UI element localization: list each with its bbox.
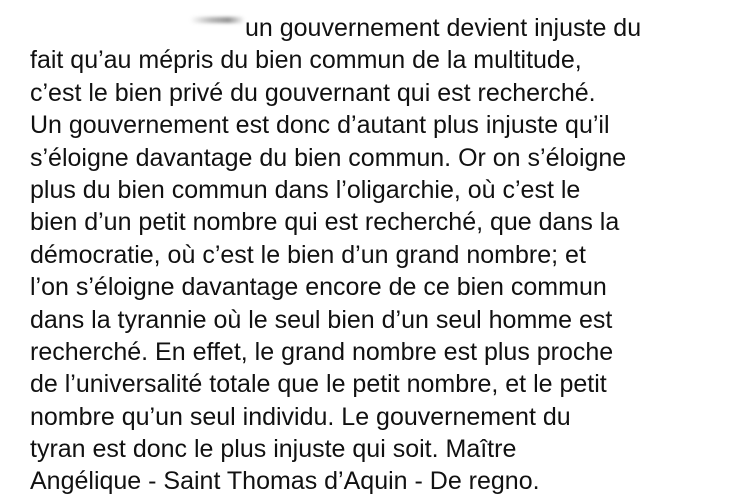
text-line-3: c’est le bien privé du gouvernant qui est recherché. (30, 78, 596, 107)
text-line-6: plus du bien commun dans l’oligarchie, où c’est le (30, 175, 581, 204)
text-line-11: recherché. En effet, le grand nombre est plus proche (30, 337, 614, 366)
text-line-7: bien d’un petit nombre qui est recherché, que dans la (30, 208, 620, 237)
text-line-12: de l’universalité totale que le petit nombre, et le petit (30, 370, 607, 399)
text-line-10: dans la tyrannie où le seul bien d’un seul homme est (30, 305, 613, 334)
text-line-9: l’on s’éloigne davantage encore de ce bien commun (30, 273, 607, 302)
text-line-4: Un gouvernement est donc d’autant plus injuste qu’il (30, 111, 610, 140)
text-line-5: s’éloigne davantage du bien commun. Or on s’éloigne (30, 143, 627, 172)
text-line-15: Angélique - Saint Thomas d’Aquin - De regno. (30, 467, 540, 496)
text-line-1-content: un gouvernement devient injuste du (245, 14, 642, 42)
text-line-8: démocratie, où c’est le bien d’un grand nombre; et (30, 240, 586, 269)
redacted-region (30, 17, 245, 39)
text-line-14: tyran est donc le plus injuste qui soit. Maître (30, 435, 517, 464)
quote-text-block (30, 12, 745, 498)
text-line-2: fait qu’au mépris du bien commun de la multitude, (30, 46, 582, 75)
text-line-1 (30, 12, 745, 44)
text-line-13: nombre qu’un seul individu. Le gouvernement du (30, 402, 571, 431)
